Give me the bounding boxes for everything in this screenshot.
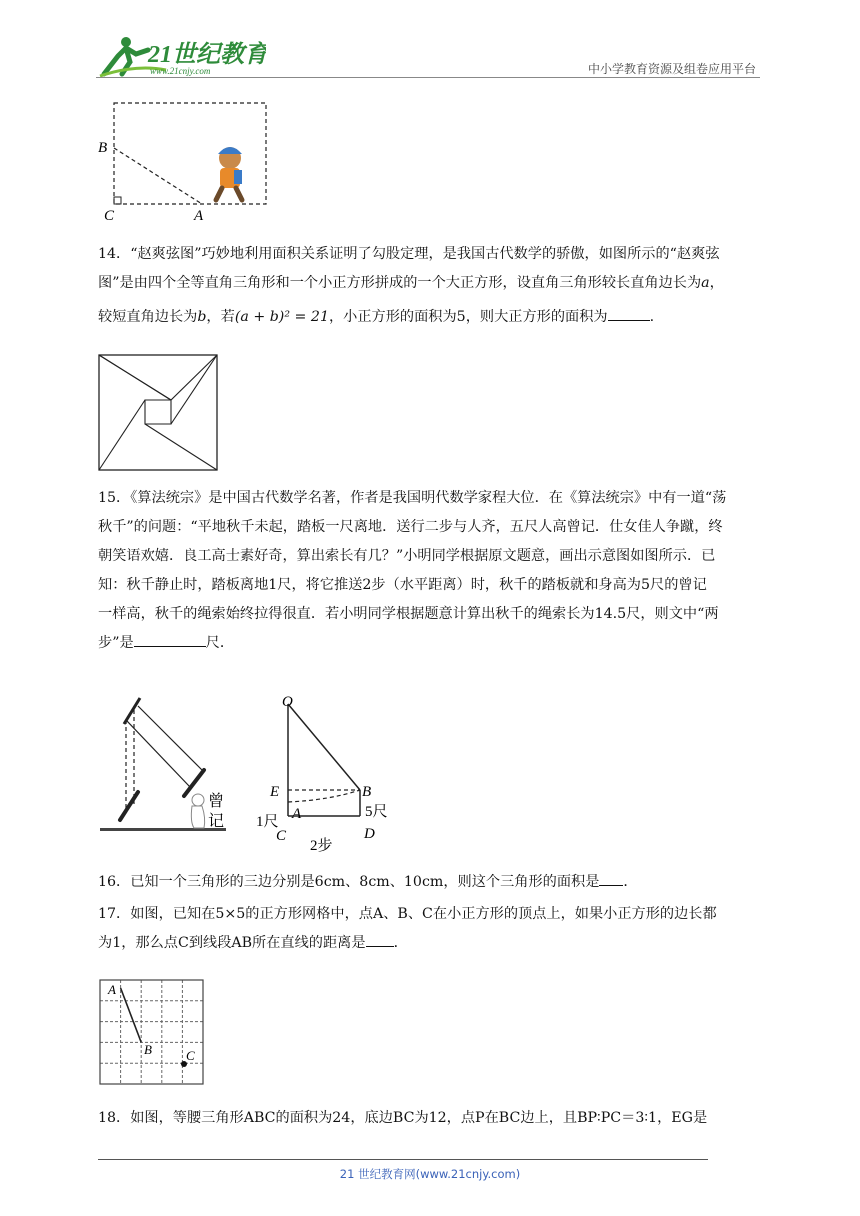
label-1chi: 1尺 [256, 814, 279, 830]
question-18: 18．如图，等腰三角形ABC的面积为24，底边BC为12，点P在BC边上，且BP∶PC＝3∶1，EG是 [98, 1110, 708, 1126]
label-d: D [364, 826, 375, 842]
q15-line4: 知：秋千静止时，踏板离地1尺，将它推送2步（水平距离）时，秋千的踏板就和身高为5尺的曾记 [98, 577, 707, 593]
label-ji: 记 [208, 813, 225, 830]
figure-grid [98, 978, 210, 1088]
question-15 [98, 484, 766, 658]
label-e: E [270, 784, 280, 800]
question-17 [98, 900, 766, 958]
ladder-line [114, 148, 202, 204]
segment-ab [121, 988, 142, 1042]
label-c: C [186, 1048, 195, 1063]
small-square [145, 400, 171, 424]
figure-swing-diagram [252, 690, 402, 856]
site-logo [96, 34, 266, 78]
footer-text: 21 世纪教育网(www.21cnjy.com) [339, 1167, 521, 1181]
var-a: a [701, 275, 710, 291]
q14-line1: 14．“赵爽弦图”巧妙地利用面积关系证明了勾股定理，是我国古代数学的骄傲，如图所示的“赵爽弦 [98, 246, 720, 262]
dashed-rectangle [114, 103, 266, 204]
formula: (a + b)² = 21 [234, 309, 329, 325]
label-b: B [362, 784, 372, 800]
label-o: O [282, 694, 293, 710]
label-c: C [276, 828, 287, 844]
label-a: A [292, 806, 302, 822]
q15-line2: 秋千”的问题：“平地秋千未起，踏板一尺离地．送行二步与人齐，五尺人高曾记．仕女佳人争蹴，终 [98, 519, 723, 535]
logo-url: www.21cnjy.com [150, 66, 211, 76]
label-b: B [144, 1042, 152, 1057]
question-16: 16．已知一个三角形的三边分别是6cm、8cm、10cm，则这个三角形的面积是 ． [98, 868, 766, 897]
figure-swing-picture [98, 692, 238, 837]
q15-line5: 一样高，秋千的绳索始终拉得很直．若小明同学根据题意计算出秋千的绳索长为14.5尺，则文中“两 [98, 606, 719, 622]
person-icon [191, 794, 204, 828]
label-a: A [108, 982, 116, 997]
var-b: b [197, 309, 207, 325]
logo-title: 21世纪教育 [148, 42, 266, 68]
label-zeng: 曾 [208, 793, 225, 810]
footer-divider [98, 1159, 708, 1160]
answer-blank [134, 632, 206, 647]
label-b: B [98, 140, 108, 156]
q17-line2: 为1，那么点C到线段AB所在直线的距离是 ． [98, 929, 766, 958]
q15-line3: 朝笑语欢嬉．良工高士素好奇，算出索长有几？”小明同学根据原文题意，画出示意图如图所示．已 [98, 548, 716, 564]
label-5chi: 5尺 [365, 804, 388, 820]
q15-line1: 15．《算法统宗》是中国古代数学名著，作者是我国明代数学家程大位．在《算法统宗》中有一道“荡 [98, 490, 727, 506]
answer-blank [366, 932, 394, 947]
label-2bu: 2步 [310, 838, 333, 854]
q17-line1: 17．如图，已知在5×5的正方形网格中，点A、B、C在小正方形的顶点上，如果小正方形的边长都 [98, 906, 717, 922]
answer-blank [608, 306, 650, 321]
answer-blank [599, 871, 623, 886]
right-angle-mark [114, 197, 121, 204]
q14-line2: 图”是由四个全等直角三角形和一个小正方形拼成的一个大正方形，设直角三角形较长直角边长为a， [98, 275, 724, 291]
label-a: A [194, 208, 204, 224]
q15-line6: 步”是 尺． [98, 629, 766, 658]
boy-icon [216, 147, 242, 200]
q14-line3: 较短直角边长为b，若(a + b)² = 21，小正方形的面积为5，则大正方形的面积为 . [98, 303, 766, 332]
label-c: C [104, 208, 115, 224]
header-divider [96, 77, 760, 78]
swing-seat-rest [120, 792, 138, 820]
figure-ladder [96, 96, 276, 226]
question-14 [98, 240, 766, 332]
figure-zhao-shuang [98, 353, 220, 473]
header-platform-text: 中小学教育资源及组卷应用平台 [587, 62, 756, 76]
